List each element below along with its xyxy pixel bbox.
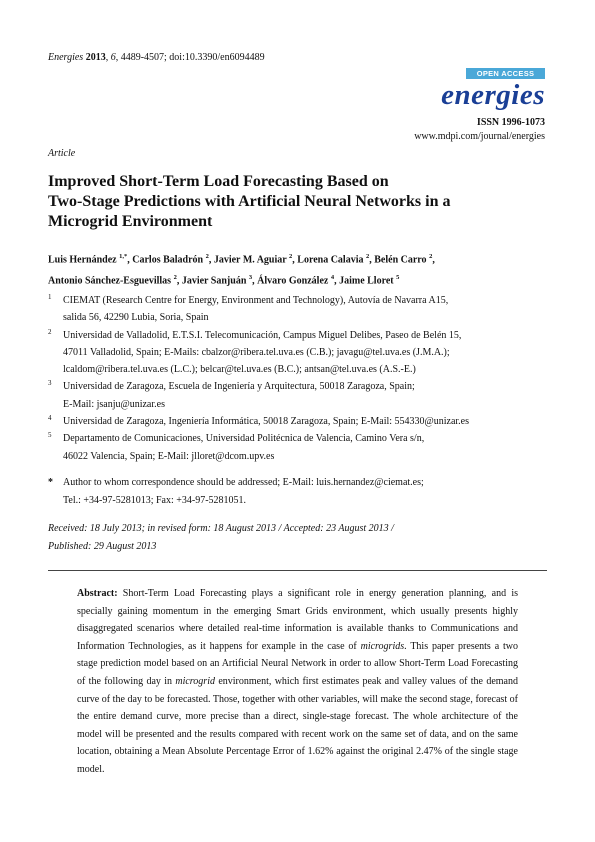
journal-url[interactable]: www.mdpi.com/journal/energies [414, 131, 545, 142]
affiliation-line: 47011 Valladolid, Spain; E-Mails: cbalzor@ribera.tel.uva.es (C.B.); javagu@tel.uva.es (J.M.A.); [63, 346, 450, 358]
author-affiliation-mark: 5 [396, 274, 400, 282]
author-affiliation-mark: 2 [205, 253, 209, 260]
author-affiliation-mark: 3 [248, 274, 253, 282]
abstract-label: Abstract: [77, 588, 118, 599]
affiliation-list [48, 292, 548, 465]
affiliation-number: 3 [48, 379, 52, 388]
correspondence-marker: * [48, 477, 53, 488]
affiliation-item [48, 413, 548, 430]
issn: ISSN 1996-1073 [476, 117, 545, 128]
affiliation-item [48, 378, 548, 413]
affiliation-item [48, 292, 548, 327]
affiliation-line: lcaldom@ribera.tel.uva.es (L.C.); belcar@tel.uva.es (B.C.); antsan@tel.uva.es (A.S.-E.) [63, 364, 416, 376]
affiliation-number: 2 [48, 327, 52, 336]
author-affiliation-mark: 2 [289, 253, 293, 260]
author-line: Antonio Sánchez-Esguevillas $^2$, Javier Sanjuán $^3$, Álvaro González $^4$, Jaime Lloret $^5$ [48, 274, 400, 287]
author-list [48, 248, 548, 291]
author-name: Álvaro González [257, 275, 329, 287]
section-divider [48, 570, 547, 571]
affiliation-line: Universidad de Zaragoza, Escuela de Ingeniería y Arquitectura, 50018 Zaragoza, Spain; [63, 381, 415, 393]
affiliation-line: Universidad de Valladolid, E.T.S.I. Telecomunicación, Campus Miguel Delibes, Paseo de Belén 15, [63, 329, 462, 341]
author-name: Carlos Baladrón [132, 254, 204, 266]
correspondence-line: Tel.: +34-97-5281013; Fax: +34-97-5281051. [63, 494, 247, 506]
author-line: Luis Hernández $^{1,*}$, Carlos Baladrón $^2$, Javier M. Aguiar $^2$, Lorena Calavia $^2$, Belén Carro $^2$, [48, 253, 435, 266]
author-affiliation-mark: 2 [429, 253, 433, 260]
journal-pages-doi: , 4489-4507; doi:10.3390/en6094489 [115, 52, 265, 63]
journal-name: Energies [48, 52, 84, 63]
abstract-text: . This paper presents a two stage prediction model based on an Artificial Neural Network in order to allow Short-Term Load Forecasting of the following day in [77, 640, 519, 687]
article-title [48, 172, 528, 232]
affiliation-item [48, 430, 548, 465]
dates-line: Published: 29 August 2013 [48, 541, 157, 552]
open-access-badge: OPEN ACCESS [466, 68, 545, 79]
author-name: Lorena Calavia [297, 254, 364, 266]
author-name: Belén Carro [374, 254, 427, 266]
author-affiliation-mark: 2 [366, 253, 370, 260]
author-affiliation-mark: 1,* [119, 253, 128, 260]
journal-logo: energies [441, 79, 545, 111]
affiliation-line: E-Mail: jsanju@unizar.es [63, 398, 165, 410]
abstract-term: microgrid [175, 675, 215, 687]
correspondence-line: Author to whom correspondence should be addressed; E-Mail: luis.hernandez@ciemat.es; [63, 477, 424, 488]
author-name: Luis Hernández [48, 254, 117, 266]
affiliation-number: 1 [48, 293, 52, 301]
abstract-term: microgrids [360, 640, 405, 652]
title-line: Improved Short-Term Load Forecasting Based on [48, 173, 389, 190]
affiliation-line: salida 56, 42290 Lubia, Soria, Spain [63, 312, 209, 324]
affiliation-number: 5 [48, 431, 52, 440]
affiliation-line: Departamento de Comunicaciones, Universidad Politécnica de Valencia, Camino Vera s/n, [63, 433, 425, 445]
affiliation-item [48, 327, 548, 379]
author-name: Antonio Sánchez-Esguevillas [48, 275, 172, 287]
title-line: Two-Stage Predictions with Artificial Neural Networks in a [48, 193, 451, 210]
affiliation-number: 4 [48, 414, 52, 423]
abstract-text: Short-Term Load Forecasting plays a significant role in energy generation planning, and is specially gaining momentum in the emerging Smart Grids environment, which usually presents highly disaggregated scenarios where detailed real-time information is available thanks to Communications and Information Technologies, as it happens for example in the case of [77, 588, 518, 652]
abstract-text: environment, which first estimates peak and valley values of the demand curve of the day to be forecasted. Those, together with other variables, will make the second stage, forecast of the entire demand curve, more precise than a direct, single-stage forecast. The whole architecture of the model will be presented and the results compared with recent work on the same set of data, and on the same location, obtaining a Mean Absolute Percentage Error of 1.62% against the original 2.47% of the single stage model. [77, 675, 518, 775]
author-affiliation-mark: 4 [330, 274, 335, 282]
author-name: Javier M. Aguiar [213, 254, 287, 266]
journal-volume: 6 [110, 52, 116, 63]
journal-citation: Energies 2013, 6, 4489-4507; doi:10.3390/en6094489 [48, 52, 265, 63]
article-type: Article [48, 148, 76, 159]
correspondence-note [48, 474, 563, 509]
journal-year: 2013 [85, 52, 106, 63]
abstract [77, 585, 518, 779]
title-line: Microgrid Environment [48, 213, 213, 230]
author-affiliation-mark: 2 [173, 274, 177, 282]
publication-dates [48, 520, 548, 556]
affiliation-line: Universidad de Zaragoza, Ingeniería Informática, 50018 Zaragoza, Spain; E-Mail: 554330@unizar.es [63, 416, 470, 428]
author-name: Jaime Lloret [339, 275, 394, 287]
dates-line: Received: 18 July 2013; in revised form: 18 August 2013 / Accepted: 23 August 2013 / [48, 523, 394, 534]
affiliation-line: CIEMAT (Research Centre for Energy, Environment and Technology), Autovía de Navarra A15, [63, 295, 449, 306]
affiliation-line: 46022 Valencia, Spain; E-Mail: jlloret@dcom.upv.es [63, 450, 275, 462]
author-name: Javier Sanjuán [181, 275, 247, 287]
